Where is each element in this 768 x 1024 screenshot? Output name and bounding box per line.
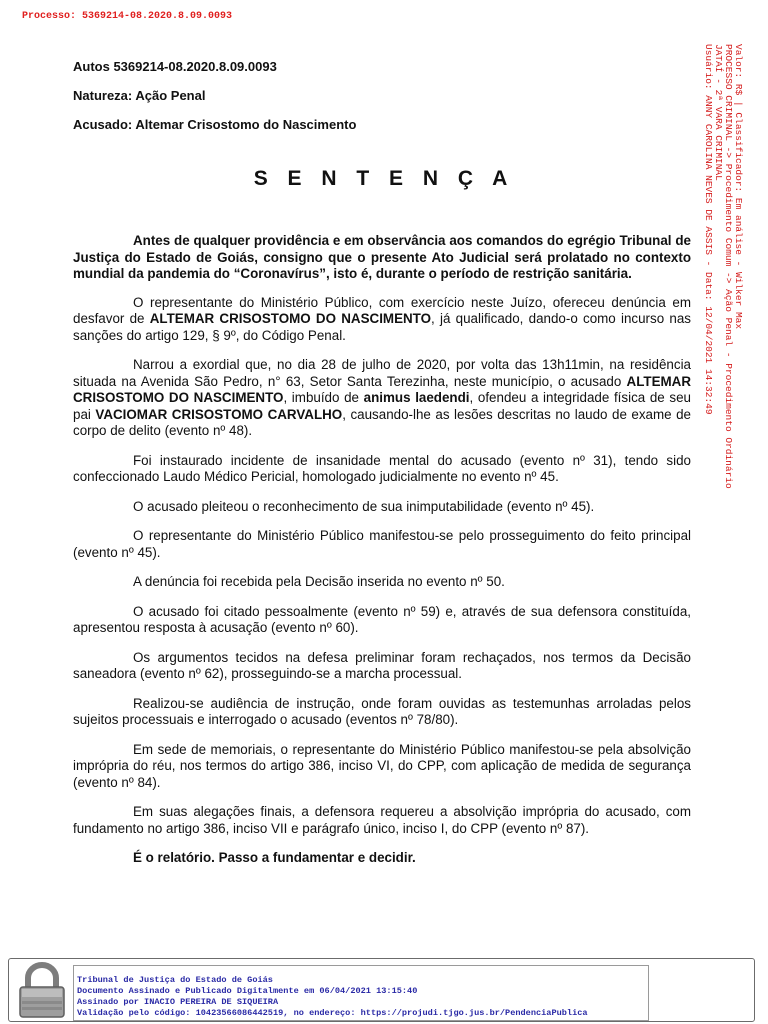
case-nature: Natureza: Ação Penal [73,88,206,103]
side-stamp-line: Valor: R$ | Classificador: Em análise - Wilker Max [733,44,744,330]
paragraph: Realizou-se audiência de instrução, onde foram ouvidas as testemunhas arroladas pelos sujeitos processuais e interrogado o acusado (eventos nº 78/80). [73,695,691,727]
paragraph: Foi instaurado incidente de insanidade mental do acusado (evento nº 31), tendo sido confeccionado Laudo Médico Pericial, homologado judicialmente no evento nº 45. [73,452,691,484]
paragraph-text: O representante do Ministério Público, com exercício neste Juízo, ofereceu denúncia em desfavor de [73,294,691,326]
validation-code: Validação pelo código: 10423566086442519, no endereço: https://projudi.tjgo.jus.br/PendenciaPublica [77,1008,588,1018]
victim-name: VACIOMAR CRISOSTOMO CARVALHO [95,406,343,422]
process-number-header: Processo: 5369214-08.2020.8.09.0093 [22,11,233,22]
signed-date: Documento Assinado e Publicado Digitalmente em 06/04/2021 13:15:40 [77,986,418,996]
paragraph-text: , já qualificado, dando-o como incurso nas sanções do artigo 129, § 9º, do Código Penal. [73,311,691,343]
paragraph: A denúncia foi recebida pela Decisão inserida no evento nº 50. [133,574,505,589]
case-defendant: Acusado: Altemar Crisostomo do Nascimento [73,117,357,132]
paragraph-text: , causando-lhe as lesões descritas no laudo de exame de corpo de delito (evento nº 48). [73,406,692,438]
paragraph: O acusado pleiteou o reconhecimento de sua inimputabilidade (evento nº 45). [133,498,595,514]
latin-term: animus laedendi [363,390,470,405]
defendant-name: ALTEMAR CRISOSTOMO DO NASCIMENTO [73,373,691,405]
signature-text [77,975,588,1019]
paragraph: Antes de qualquer providência e em observância aos comandos do egrégio Tribunal de Justiça do Estado de Goiás, consigno que o presente Ato Judicial será prolatado no contexto mundial da pandemia do “Coronavírus”, isto é, durante o período de restrição sanitária. [73,233,691,281]
paragraph-text: Narrou a exordial que, no dia 28 de julho de 2020, por volta das 13h11min, na residência situada na Avenida São Pedro, n° 63, Setor Santa Terezinha, neste município, o acusado [73,357,691,389]
sentence-body [73,233,691,880]
side-stamp [703,44,743,489]
paragraph-text: , ofendeu a integridade física de seu pai [73,390,692,422]
signer-name: Assinado por INACIO PEREIRA DE SIQUEIRA [77,997,279,1007]
side-stamp-line: Usuário: ANNY CAROLINA NEVES DE ASSIS - Data: 12/04/2021 14:32:49 [703,44,714,415]
defendant-name: ALTEMAR CRISOSTOMO DO NASCIMENTO [149,311,432,326]
document-title: S E N T E N Ç A [253,167,515,190]
closing-paragraph: É o relatório. Passo a fundamentar e decidir. [133,850,416,865]
paragraph: Em sede de memoriais, o representante do Ministério Público manifestou-se pela absolvição imprópria do réu, nos termos do artigo 386, inciso VI, do CPP, com aplicação de medida de segurança (evento nº 84). [73,741,691,790]
paragraph-text: , imbuído de [283,390,364,405]
paragraph [73,357,691,440]
paragraph: O representante do Ministério Público manifestou-se pelo prosseguimento do feito principal (evento nº 45). [73,528,691,560]
paragraph [73,295,691,345]
court-name: Tribunal de Justiça do Estado de Goiás [77,975,273,985]
paragraph: Os argumentos tecidos na defesa preliminar foram rechaçados, nos termos da Decisão saneadora (evento nº 62), prosseguindo-se a marcha processual. [73,649,691,681]
paragraph: Em suas alegações finais, a defensora requereu a absolvição imprópria do acusado, com fundamento no artigo 386, inciso VII e parágrafo único, inciso I, do CPP (evento nº 87). [73,804,691,836]
padlock-icon [14,961,70,1021]
paragraph: O acusado foi citado pessoalmente (evento nº 59) e, através de sua defensora constituída, apresentou resposta à acusação (evento nº 60). [73,603,691,635]
side-stamp-line: JATAÍ - 2ª VARA CRIMINAL [713,44,724,181]
case-number: Autos 5369214-08.2020.8.09.0093 [73,59,277,74]
side-stamp-line: PROCESSO CRIMINAL -> Procedimento Comum -> Ação Penal - Procedimento Ordinário [723,44,734,489]
